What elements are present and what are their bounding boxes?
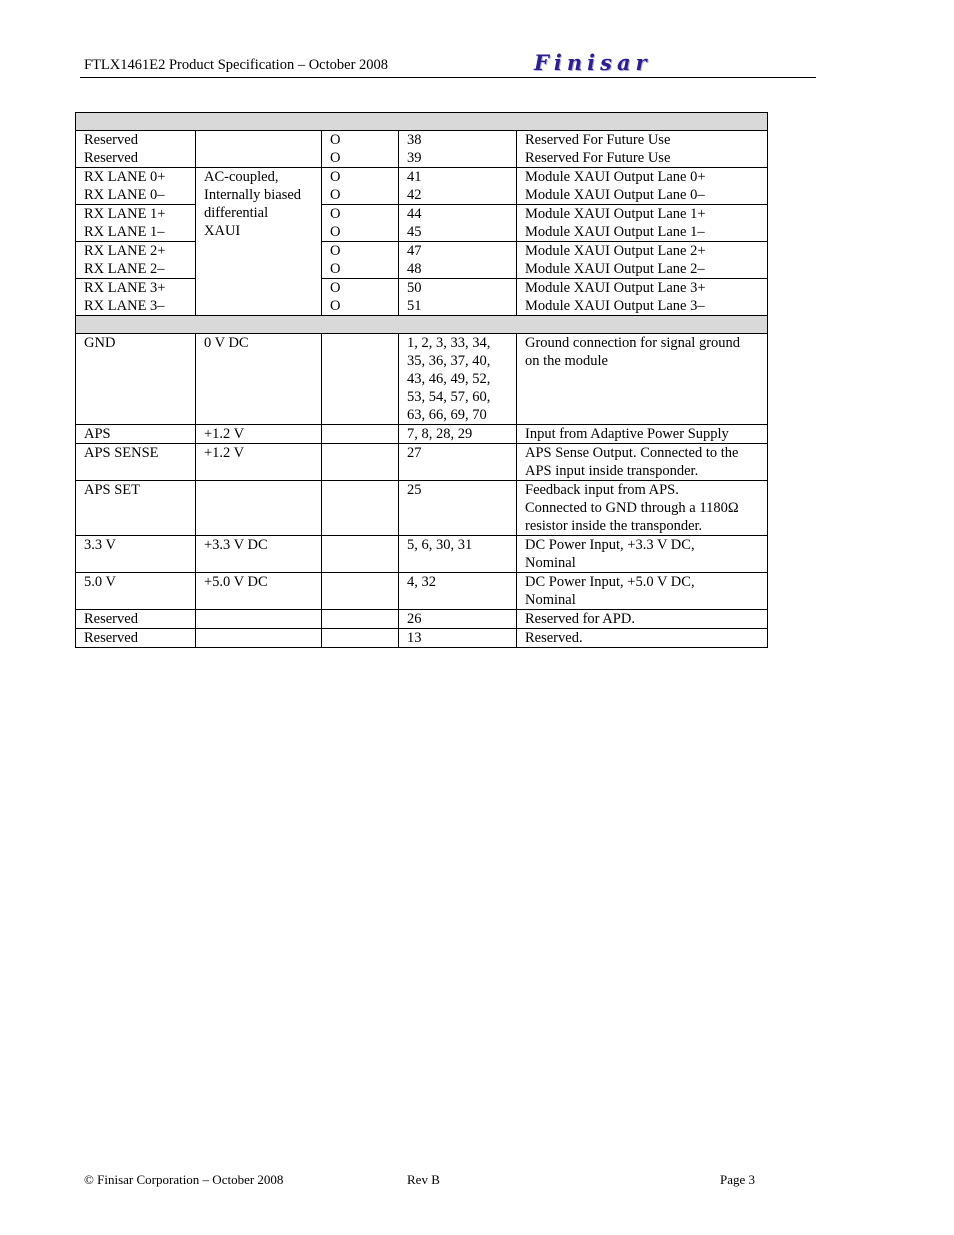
description-cell: Module XAUI Output Lane 0+ Module XAUI Output Lane 0–: [517, 168, 768, 205]
pin-name-cell: Reserved: [76, 629, 196, 648]
table-row: [76, 610, 768, 629]
io-cell: [322, 610, 399, 629]
table-row: [76, 481, 768, 536]
footer-revision: Rev B: [407, 1172, 440, 1187]
table-row: [76, 425, 768, 444]
pin-name-cell: 3.3 V: [76, 536, 196, 573]
pin-name-cell: RX LANE 2+ RX LANE 2–: [76, 242, 196, 279]
description-cell: Ground connection for signal ground on the module: [517, 334, 768, 425]
logic-level-cell: AC-coupled, Internally biased differential XAUI: [196, 168, 322, 316]
header-divider: [80, 77, 816, 78]
pin-name-cell: RX LANE 0+ RX LANE 0–: [76, 168, 196, 205]
pin-name-cell: 5.0 V: [76, 573, 196, 610]
io-cell: O O: [322, 205, 399, 242]
logic-level-cell: [196, 610, 322, 629]
pin-number-cell: 26: [399, 610, 517, 629]
pin-definition-table: [75, 112, 768, 648]
description-cell: Module XAUI Output Lane 2+ Module XAUI Output Lane 2–: [517, 242, 768, 279]
logic-level-cell: +1.2 V: [196, 425, 322, 444]
section-band-header: [76, 113, 768, 131]
pin-number-cell: 13: [399, 629, 517, 648]
logic-level-cell: [196, 131, 322, 168]
io-cell: [322, 536, 399, 573]
io-cell: O O: [322, 131, 399, 168]
pin-number-cell: 7, 8, 28, 29: [399, 425, 517, 444]
pin-number-cell: 50 51: [399, 279, 517, 316]
description-cell: Input from Adaptive Power Supply: [517, 425, 768, 444]
logic-level-cell: +3.3 V DC: [196, 536, 322, 573]
description-cell: Reserved For Future Use Reserved For Future Use: [517, 131, 768, 168]
io-cell: O O: [322, 279, 399, 316]
io-cell: [322, 334, 399, 425]
description-cell: Reserved for APD.: [517, 610, 768, 629]
io-cell: [322, 425, 399, 444]
pin-name-cell: RX LANE 1+ RX LANE 1–: [76, 205, 196, 242]
table-row: [76, 279, 768, 316]
io-cell: O O: [322, 242, 399, 279]
io-cell: [322, 573, 399, 610]
table-row: [76, 444, 768, 481]
pin-name-cell: APS SENSE: [76, 444, 196, 481]
description-cell: DC Power Input, +5.0 V DC, Nominal: [517, 573, 768, 610]
logic-level-cell: [196, 481, 322, 536]
pin-name-cell: Reserved Reserved: [76, 131, 196, 168]
description-cell: Reserved.: [517, 629, 768, 648]
finisar-logo: Finisar: [534, 50, 652, 75]
pin-number-cell: 5, 6, 30, 31: [399, 536, 517, 573]
logic-level-cell: [196, 629, 322, 648]
io-cell: [322, 629, 399, 648]
description-cell: DC Power Input, +3.3 V DC, Nominal: [517, 536, 768, 573]
pin-number-cell: 25: [399, 481, 517, 536]
pin-name-cell: APS: [76, 425, 196, 444]
pin-number-cell: 38 39: [399, 131, 517, 168]
table-row: [76, 536, 768, 573]
footer-copyright: © Finisar Corporation – October 2008: [84, 1172, 284, 1187]
description-cell: APS Sense Output. Connected to the APS input inside transponder.: [517, 444, 768, 481]
io-cell: O O: [322, 168, 399, 205]
description-cell: Module XAUI Output Lane 3+ Module XAUI Output Lane 3–: [517, 279, 768, 316]
pin-name-cell: APS SET: [76, 481, 196, 536]
pin-name-cell: Reserved: [76, 610, 196, 629]
logic-level-cell: +5.0 V DC: [196, 573, 322, 610]
table-row: [76, 573, 768, 610]
pin-number-cell: 44 45: [399, 205, 517, 242]
table-row: [76, 242, 768, 279]
table-row: [76, 168, 768, 205]
logic-level-cell: +1.2 V: [196, 444, 322, 481]
section-band-power: [76, 316, 768, 334]
footer-page-number: Page 3: [720, 1172, 756, 1187]
page-header-title: FTLX1461E2 Product Specification – October 2008: [84, 57, 389, 73]
table-row: [76, 334, 768, 425]
pin-number-cell: 1, 2, 3, 33, 34, 35, 36, 37, 40, 43, 46, 49, 52, 53, 54, 57, 60, 63, 66, 69, 70: [399, 334, 517, 425]
pin-number-cell: 4, 32: [399, 573, 517, 610]
pin-number-cell: 41 42: [399, 168, 517, 205]
table-row: [76, 205, 768, 242]
table-row: [76, 629, 768, 648]
pin-name-cell: GND: [76, 334, 196, 425]
pin-number-cell: 27: [399, 444, 517, 481]
io-cell: [322, 481, 399, 536]
description-cell: Module XAUI Output Lane 1+ Module XAUI Output Lane 1–: [517, 205, 768, 242]
pin-number-cell: 47 48: [399, 242, 517, 279]
pin-name-cell: RX LANE 3+ RX LANE 3–: [76, 279, 196, 316]
table-row: [76, 131, 768, 168]
logic-level-cell: 0 V DC: [196, 334, 322, 425]
io-cell: [322, 444, 399, 481]
description-cell: Feedback input from APS. Connected to GND through a 1180Ω resistor inside the transponder.: [517, 481, 768, 536]
